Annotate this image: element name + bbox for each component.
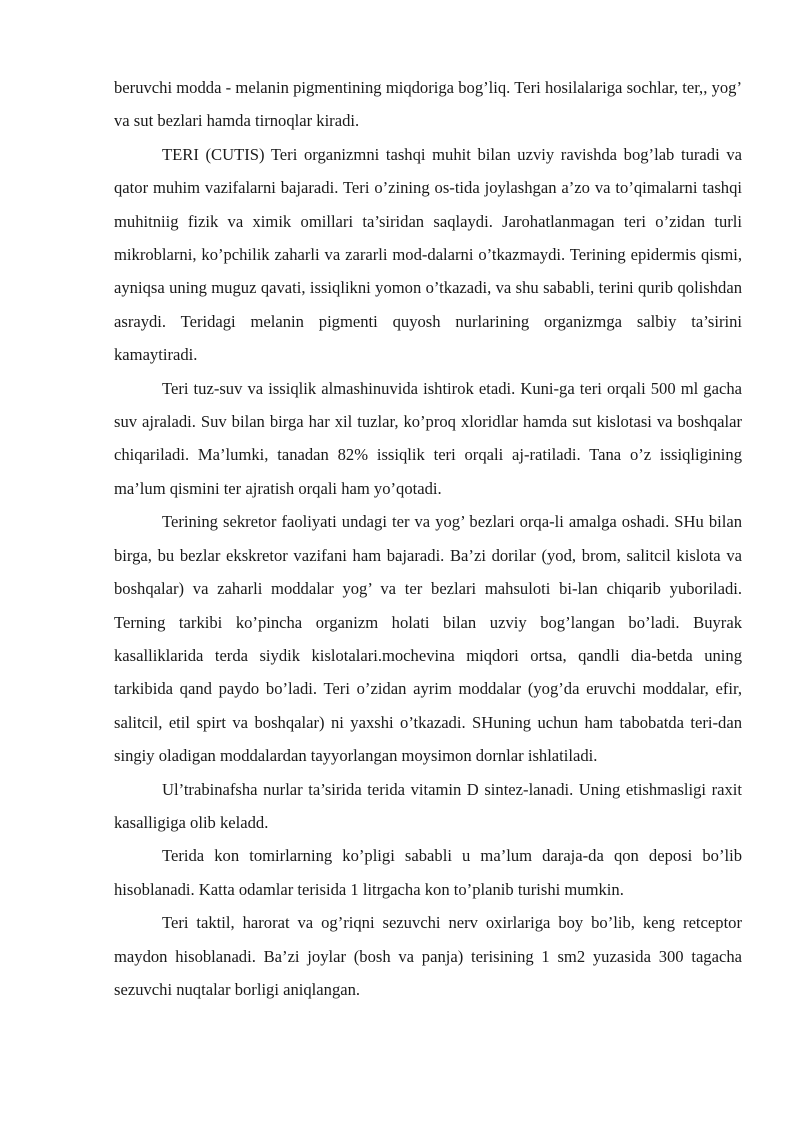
- paragraph-secretory-function: Terining sekretor faoliyati undagi ter va yog’ bezlari orqa-li amalga oshadi. SHu bilan birga, bu bezlar ekskretor vazifani ham bajaradi. Ba’zi dorilar (yod, brom, salitcil kislota va boshqalar) va zaharli moddalar yog’ va ter bezlari mahsuloti bi-lan chiqarib yuboriladi. Terning tarkibi ko’pincha organizm holati bilan uzviy bog’langan bo’ladi. Buyrak kasalliklarida terda siydik kislotalari.mochevina miqdori ortsa, qandli dia-betda uning tarkibida qand paydo bo’ladi. Teri o’zidan ayrim moddalar (yog’da eruvchi moddalar, efir, salitcil, etil spirt va boshqalar) ni yaxshi o’tkazadi. SHuning uchun ham tabobatda teri-dan singiy oladigan moddalardan tayyorlangan moysimon dornlar ishlatiladi.: [114, 512, 742, 766]
- paragraph-salt-water-exchange: Teri tuz-suv va issiqlik almashinuvida ishtirok etadi. Kuni-ga teri orqali 500 ml gacha suv ajraladi. Suv bilan birga har xil tuzlar, ko’proq xloridlar hamda sut kislotasi va boshqalar chiqariladi. Ma’lumki, tanadan 82% issiqlik teri orqali aj-ratiladi. Tana o’z issiqligining ma’lum qismini ter ajratish orqali ham yo’qotadi.: [114, 378, 742, 498]
- document-page: [114, 71, 742, 1006]
- paragraph-continuation: beruvchi modda - melanin pigmentining miqdoriga bog’liq. Teri hosilalariga sochlar, ter,, yog’ va sut bezlari hamda tirnoqlar kiradi.: [114, 78, 742, 131]
- paragraph-blood-depot: Terida kon tomirlarning ko’pligi sababli u ma’lum daraja-da qon deposi bo’lib hisoblanadi. Katta odamlar terisida 1 litrgacha kon to’planib turishi mumkin.: [114, 846, 742, 899]
- paragraph-receptors: Teri taktil, harorat va og’riqni sezuvchi nerv oxirlariga boy bo’lib, keng retceptor maydon hisoblanadi. Ba’zi joylar (bosh va panja) terisining 1 sm2 yuzasida 300 tagacha sezuvchi nuqtalar borligi aniqlangan.: [114, 913, 742, 999]
- paragraph-vitamin-d: Ul’trabinafsha nurlar ta’sirida terida vitamin D sintez-lanadi. Uning etishmasligi raxit kasalligiga olib keladd.: [114, 779, 742, 832]
- paragraph-cutis-intro: TERI (CUTIS) Teri organizmni tashqi muhit bilan uzviy ravishda bog’lab turadi va qator muhim vazifalarni bajaradi. Teri o’zining os-tida joylashgan a’zo va to’qimalarni tashqi muhitniig fizik va ximik omillari ta’siridan saqlaydi. Jarohatlanmagan teri o’zidan turli mikroblarni, ko’pchilik zaharli va zararli mod-dalarni o’tkazmaydi. Terining epidermis qismi, ayniqsa uning muguz qavati, issiqlikni yomon o’tkazadi, va shu sababli, terini qurib qolishdan asraydi. Teridagi melanin pigmenti quyosh nurlarining organizmga salbiy ta’sirini kamaytiradi.: [114, 144, 742, 365]
